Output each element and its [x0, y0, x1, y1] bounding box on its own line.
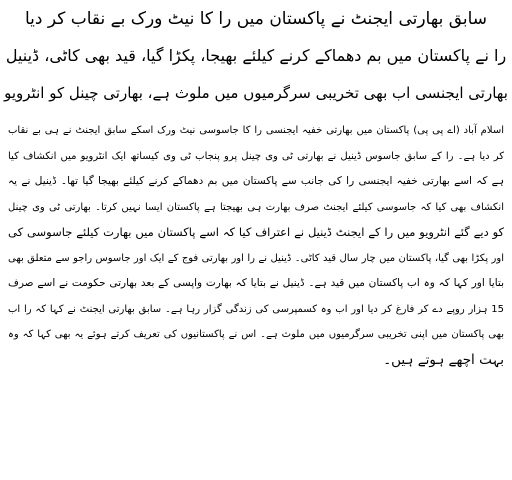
headline-line-1: سابق بھارتی ایجنٹ نے پاکستان میں را کا نیٹ ورک بے نقاب کر دیا [24, 8, 488, 29]
article-line: 15 ہزار روپے دے کر فارغ کر دیا اور اب وہ کسمپرسی کی زندگی گزار رہا ہے۔ سابق بھارتی ایجنٹ نے کہا کہ را اب [8, 303, 504, 315]
article-line: بھی پاکستان میں اپنی تخریبی سرگرمیوں میں ملوث ہے۔ اس نے پاکستانیوں کی تعریف کرتے ہوئے یہ بھی کہا کہ وہ [8, 329, 504, 340]
headline-line-3: بھارتی ایجنسی اب بھی تخریبی سرگرمیوں میں ملوث ہے، بھارتی چینل کو انٹرویو [4, 84, 508, 103]
article-line: بتایا اور کہا کہ وہ اب پاکستان میں قید ہے۔ ڈینیل نے بتایا کہ بھارت واپسی کے بعد بھارتی حکومت نے اسے صرف [8, 277, 504, 289]
headline [0, 0, 512, 112]
article-line: انکشاف بھی کیا کہ جاسوسی کیلئے ایجنٹ صرف بھارت ہی بھیجتا ہے پاکستان ایسا نہیں کرتا۔ بھارتی ٹی وی چینل [8, 201, 504, 213]
headline-line-2: را نے پاکستان میں بم دھماکے کرنے کیلئے بھیجا، پکڑا گیا، قید بھی کاٹی، ڈینیل [5, 45, 507, 65]
article-body [8, 118, 504, 474]
article-line: کر دیا ہے۔ را کے سابق جاسوس ڈینیل نے بھارتی ٹی وی چینل پرو پنجاب ٹی وی کیساتھ ایک انٹرویو میں انکشاف کیا [8, 150, 504, 162]
article-line: اسلام آباد (اے پی پی) پاکستان میں بھارتی خفیہ ایجنسی را کا جاسوسی نیٹ ورک اسکے سابق ایجنٹ نے ہی بے نقاب [8, 125, 504, 136]
article-line: کو دیے گئے انٹرویو میں را کے ایجنٹ ڈینیل نے اعتراف کیا کہ اسے پاکستان میں بھارت کیلئے جاسوسی کی [8, 225, 504, 239]
article-line: اور پکڑا بھی گیا، پاکستان میں چار سال قید کاٹی۔ ڈینیل نے را اور بھارتی فوج کے ایک اور جاسوس راجو سے متعلق بھی [8, 252, 504, 264]
article-line: بہت اچھے ہوتے ہیں۔ [383, 351, 504, 368]
article-line: ہے کہ اسے بھارتی خفیہ ایجنسی را کی جانب سے پاکستان میں بم دھماکے کرنے کیلئے بھیجا گیا تھا۔ ڈینیل نے یہ [8, 175, 504, 187]
